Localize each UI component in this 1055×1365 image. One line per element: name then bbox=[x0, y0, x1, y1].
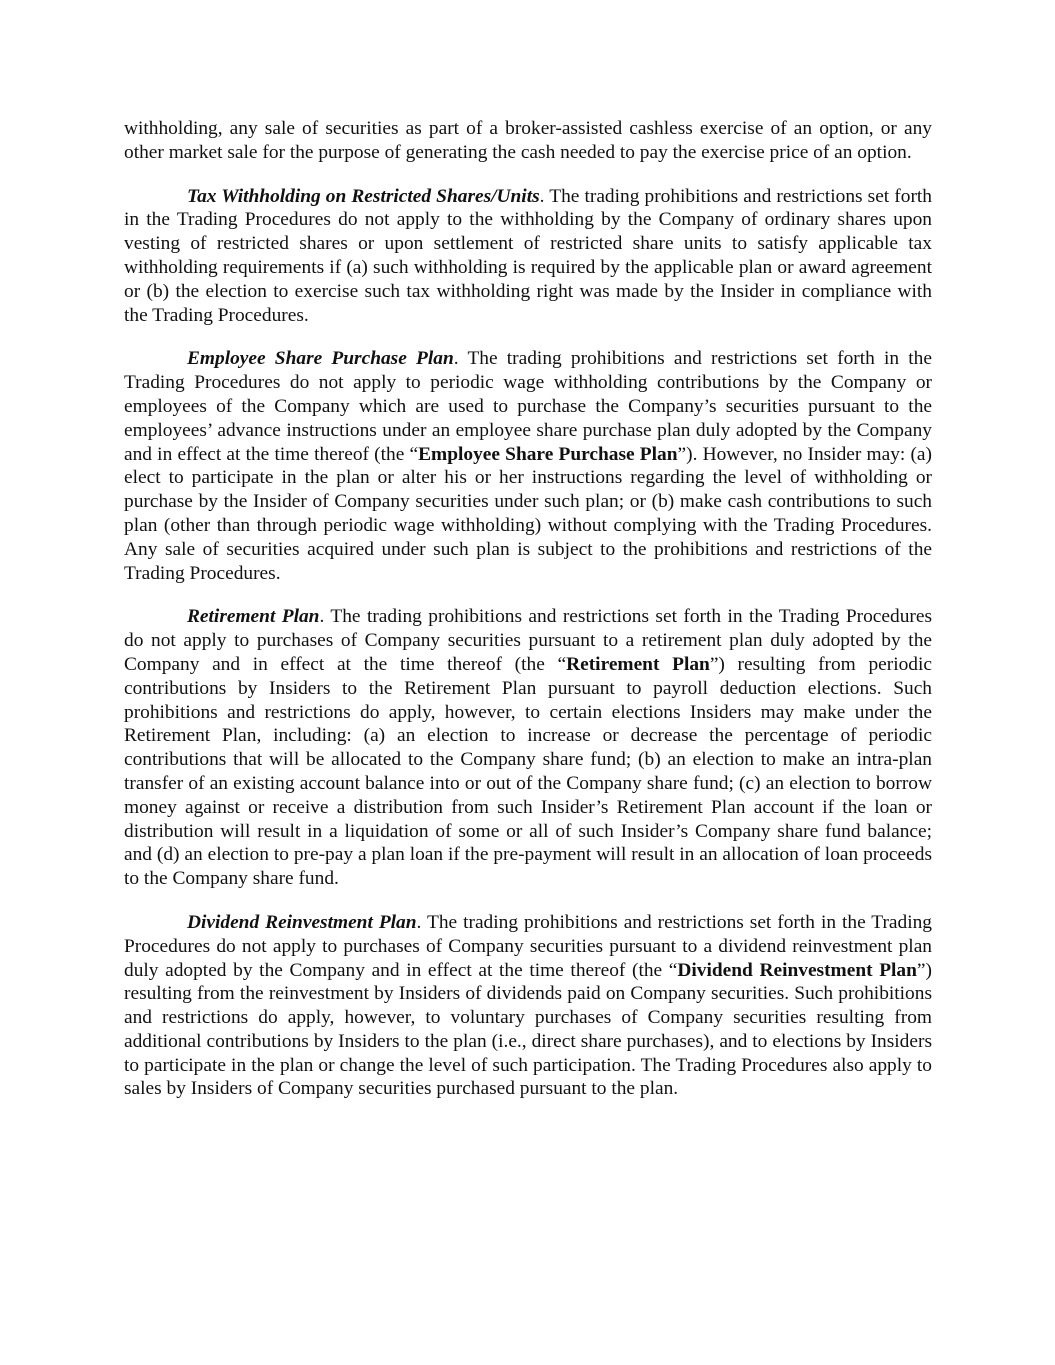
paragraph-text: ”) resulting from the reinvestment by Insiders of dividends paid on Company securities. Such prohibitions and restrictions do apply, however, to voluntary purchases of Company securities resulting from additional contributions by Insiders to the plan (i.e., direct share purchases), and to elections by Insiders to participate in the plan or change the level of such participation. The Trading Procedures also apply to sales by Insiders of Company securities purchased pursuant to the plan. bbox=[124, 959, 932, 1100]
paragraph-retirement-plan bbox=[124, 605, 932, 891]
section-heading: Retirement Plan bbox=[187, 606, 320, 628]
paragraph-employee-share-purchase-plan bbox=[124, 347, 932, 585]
defined-term: Retirement Plan bbox=[566, 653, 710, 675]
paragraph-text: . The trading prohibitions and restrictions set forth in the Trading Procedures do not apply to periodic wage withholding contributions by the Company or employees of the Company which are used to purchase the Company’s securities pursuant to the employees’ advance instructions under an employee share purchase plan duly adopted by the Company and in effect at the time thereof (the “ bbox=[124, 348, 932, 465]
paragraph-text: . The trading prohibitions and restrictions set forth in the Trading Procedures do not apply to purchases of Company securities pursuant to a retirement plan duly adopted by the Company and in effect at the time thereof (the “ bbox=[124, 606, 933, 675]
section-heading: Dividend Reinvestment Plan bbox=[187, 911, 417, 933]
paragraph-text: . The trading prohibitions and restrictions set forth in the Trading Procedures do not apply to purchases of Company securities pursuant to a dividend reinvestment plan duly adopted by the Company and in effect at the time thereof (the “ bbox=[124, 911, 932, 981]
paragraph-text: withholding, any sale of securities as part of a broker-assisted cashless exercise of an option, or any other market sale for the purpose of generating the cash needed to pay the exercise price of an option. bbox=[124, 118, 932, 163]
paragraph-dividend-reinvestment-plan bbox=[124, 911, 932, 1101]
paragraph-withholding-continued bbox=[124, 117, 932, 165]
paragraph-tax-withholding bbox=[124, 185, 932, 328]
paragraph-text: ”) resulting from periodic contributions by Insiders to the Retirement Plan pursuant to payroll deduction elections. Such prohibitions and restrictions do apply, however, to certain elections Insiders may make under the Retirement Plan, including: (a) an election to increase or decrease the percentage of periodic contributions that will be allocated to the Company share fund; (b) an election to make an intra-plan transfer of an existing account balance into or out of the Company share fund; (c) an election to borrow money against or receive a distribution from such Insider’s Retirement Plan account if the loan or distribution will result in a liquidation of some or all of such Insider’s Company share fund balance; and (d) an election to pre-pay a plan loan if the pre-payment will result in an allocation of loan proceeds to the Company share fund. bbox=[124, 653, 932, 890]
document-body bbox=[124, 117, 932, 1121]
section-heading: Employee Share Purchase Plan bbox=[187, 348, 454, 370]
defined-term: Employee Share Purchase Plan bbox=[418, 443, 678, 465]
defined-term: Dividend Reinvestment Plan bbox=[677, 959, 917, 981]
paragraph-text: . The trading prohibitions and restrictions set forth in the Trading Procedures do not apply to the withholding by the Company of ordinary shares upon vesting of restricted shares or upon settlement of restricted share units to satisfy applicable tax withholding requirements if (a) such withholding is required by the applicable plan or award agreement or (b) the election to exercise such tax withholding right was made by the Insider in compliance with the Trading Procedures. bbox=[124, 185, 932, 326]
paragraph-text: ”). However, no Insider may: (a) elect to participate in the plan or alter his or her instructions regarding the level of withholding or purchase by the Insider of Company securities under such plan; or (b) make cash contributions to such plan (other than through periodic wage withholding) without complying with the Trading Procedures. Any sale of securities acquired under such plan is subject to the prohibitions and restrictions of the Trading Procedures. bbox=[124, 443, 932, 584]
section-heading: Tax Withholding on Restricted Shares/Units bbox=[187, 185, 540, 207]
